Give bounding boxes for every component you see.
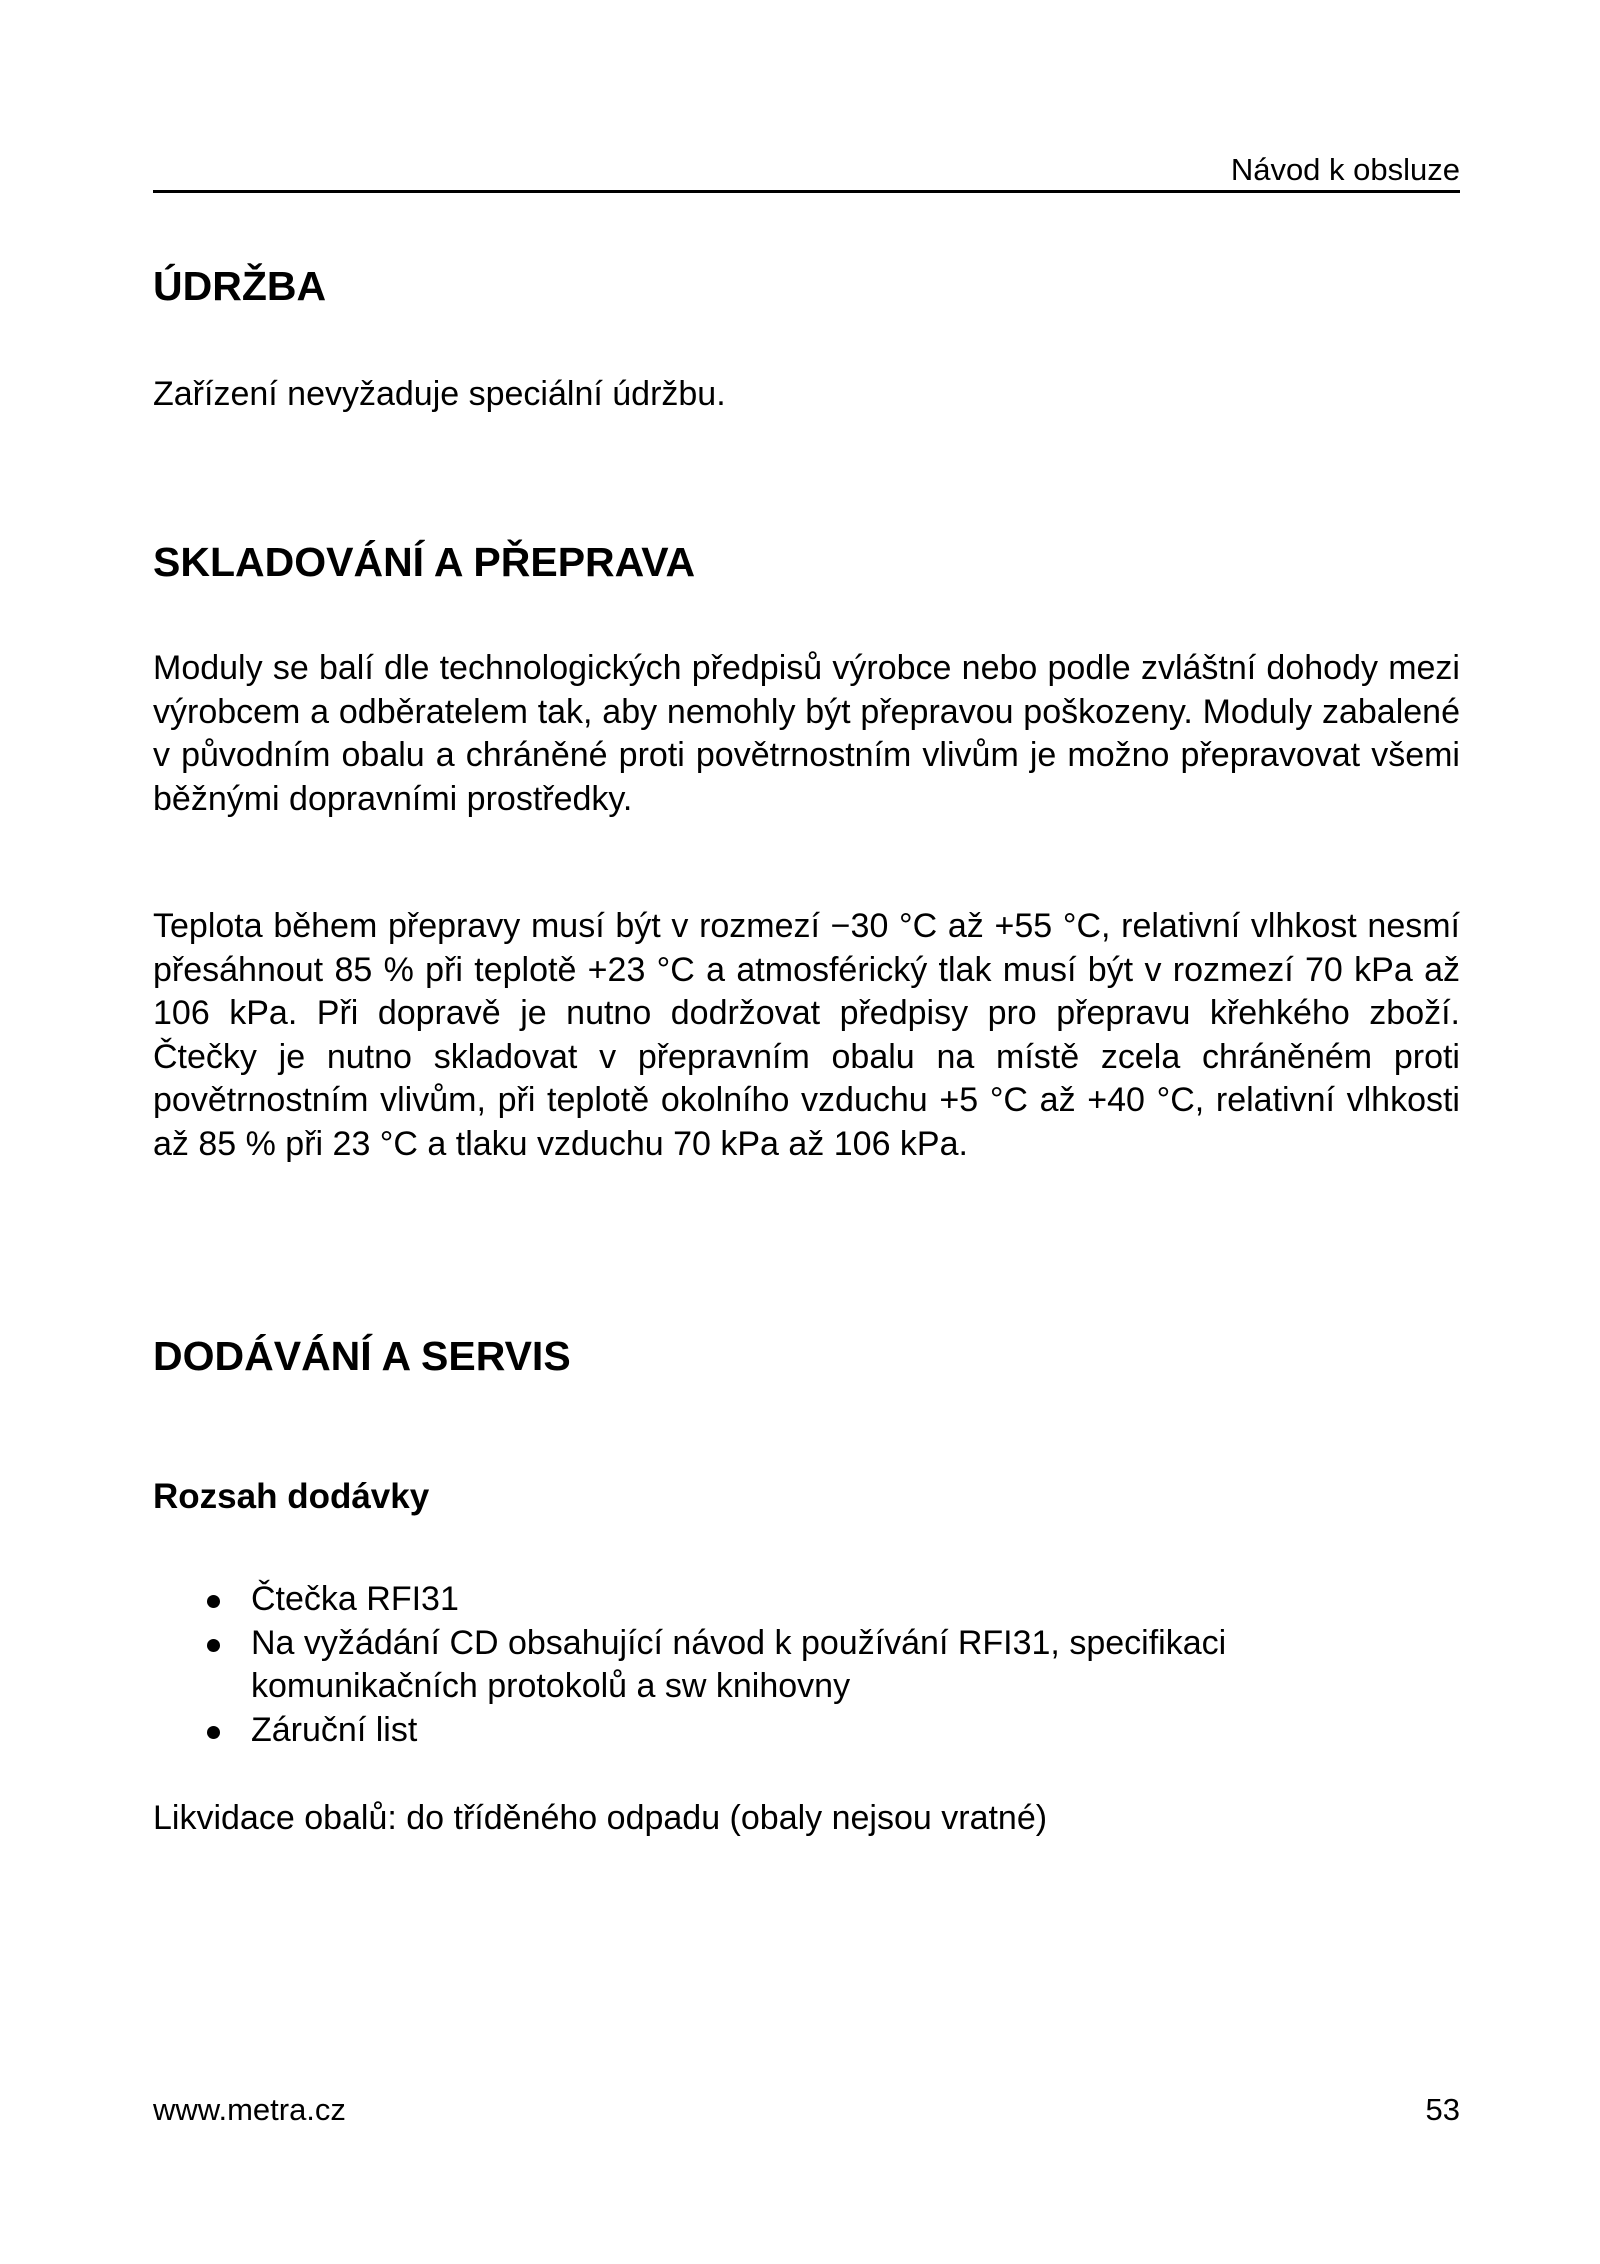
bullet-icon <box>207 1639 220 1652</box>
footer-website: www.metra.cz <box>153 2092 346 2127</box>
list-item-text: Čtečka RFI31 <box>251 1580 459 1618</box>
list-item <box>153 1709 1460 1753</box>
disposal-note: Likvidace obalů: do tříděného odpadu (obaly nejsou vratné) <box>153 1799 1048 1837</box>
running-header: Návod k obsluze <box>1230 152 1460 187</box>
list-item-text: Na vyžádání CD obsahující návod k používání RFI31, specifikaci komunikačních protokolů a sw knihovny <box>251 1623 1227 1705</box>
maintenance-text: Zařízení nevyžaduje speciální údržbu. <box>153 375 726 413</box>
heading-storage-transport: SKLADOVÁNÍ A PŘEPRAVA <box>153 539 696 585</box>
list-item-text: Záruční list <box>251 1710 418 1749</box>
subheading-delivery-scope: Rozsah dodávky <box>153 1477 430 1516</box>
bullet-icon <box>207 1595 220 1608</box>
heading-delivery-service: DODÁVÁNÍ A SERVIS <box>153 1333 571 1379</box>
delivery-items-list <box>153 1578 1460 1752</box>
list-item <box>153 1622 1460 1709</box>
list-item <box>153 1578 1460 1622</box>
heading-maintenance: ÚDRŽBA <box>153 263 327 309</box>
storage-paragraph-2: Teplota během přepravy musí být v rozmezí −30 °C až +55 °C, relativní vlhkost nesmí přesáhnout 85 % při teplotě +23 °C a atmosférický tlak musí být v rozmezí 70 kPa až 106 kPa. Při dopravě je nutno dodržovat předpisy pro přepravu křehkého zboží. Čtečky je nutno skladovat v přepravním obalu na místě zcela chráněném proti povětrnostním vlivům, při teplotě okolního vzduchu +5 °C až +40 °C, relativní vlhkosti až 85 % při 23 °C a tlaku vzduchu 70 kPa až 106 kPa. <box>153 907 1460 1163</box>
page-number: 53 <box>1425 2092 1460 2127</box>
bullet-icon <box>207 1726 220 1739</box>
header-divider <box>153 190 1460 193</box>
storage-paragraph-1: Moduly se balí dle technologických předpisů výrobce nebo podle zvláštní dohody mezi výrobcem a odběratelem tak, aby nemohly být přepravou poškozeny. Moduly zabalené v původním obalu a chráněné proti povětrnostním vlivům je možno přepravovat všemi běžnými dopravními prostředky. <box>153 649 1460 818</box>
